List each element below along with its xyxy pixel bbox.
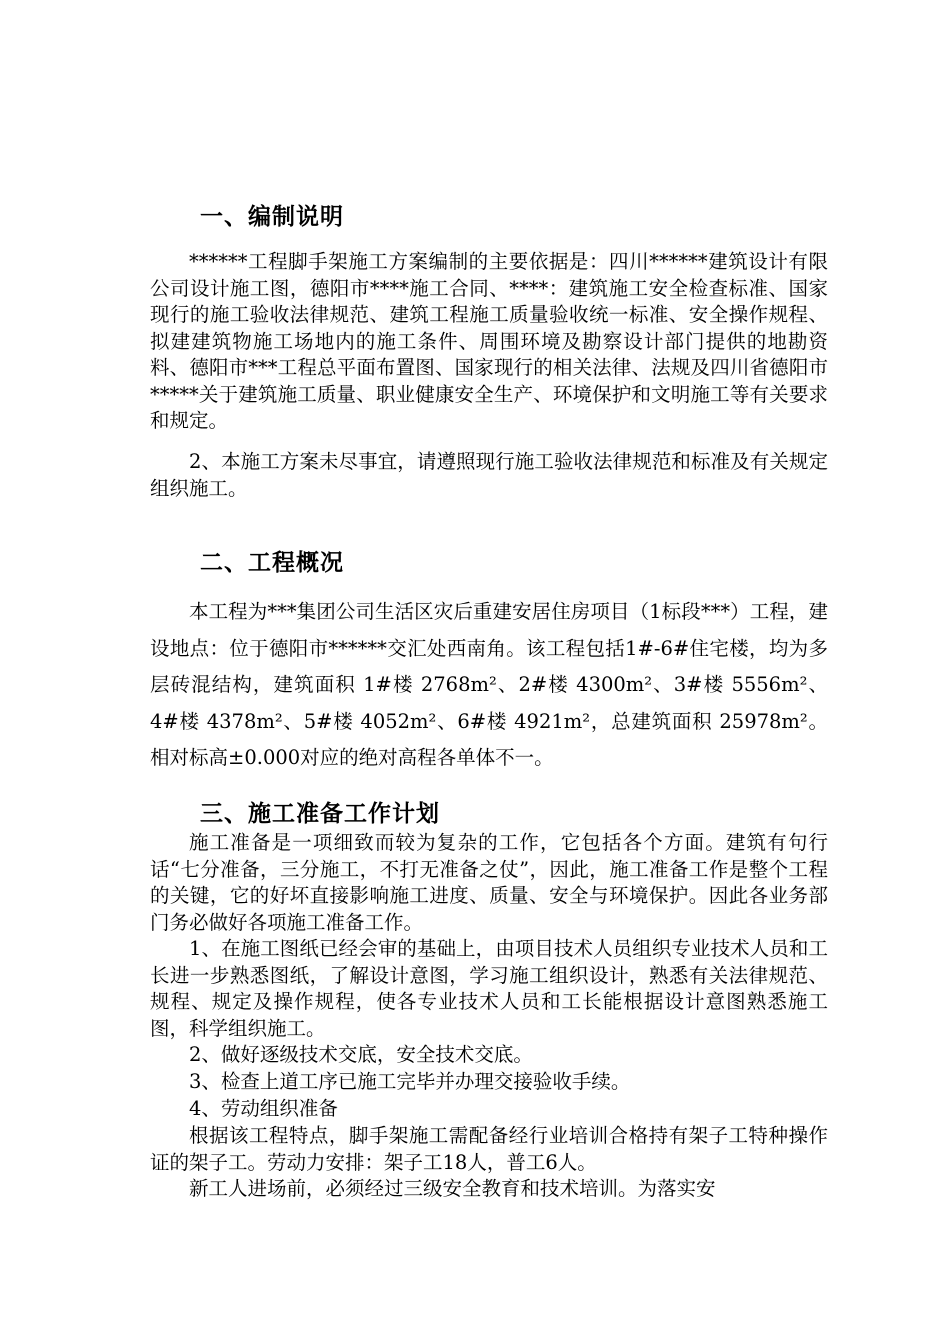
paragraph-3-4: 3、检查上道工序已施工完毕并办理交接验收手续。: [189, 1070, 631, 1093]
paragraph-3-5: 4、劳动组织准备: [189, 1097, 338, 1120]
paragraph-1-1: ******工程脚手架施工方案编制的主要依据是：四川******建筑设计有限公司设计施工图，德阳市****施工合同、****：建筑施工安全检查标准、国家现行的施工验收法律规范、建筑工程施工质量验收统一标准、安全操作规程、拟建建筑物施工场地内的施工条件、周围环境及勘察设计部门提供的地勘资料、德阳市***工程总平面布置图、国家现行的相关法律、法规及四川省德阳市*****关于建筑施工质量、职业健康安全生产、环境保护和文明施工等有关要求和规定。: [150, 250, 828, 432]
paragraph-3-1: 施工准备是一项细致而较为复杂的工作，它包括各个方面。建筑有句行话“七分准备，三分施工，不打无准备之仗”，因此，施工准备工作是整个工程的关键，它的好坏直接影响施工进度、质量、安全与环境保护。因此各业务部门务必做好各项施工准备工作。: [150, 831, 828, 934]
section-heading-3: 三、施工准备工作计划: [200, 801, 440, 827]
section-heading-2: 二、工程概况: [200, 550, 344, 576]
paragraph-3-6: 根据该工程特点，脚手架施工需配备经行业培训合格持有架子工特种操作证的架子工。劳动力安排：架子工18人，普工6人。: [150, 1124, 828, 1174]
paragraph-2-1: 本工程为***集团公司生活区灾后重建安居住房项目（1标段***）工程，建设地点：位于德阳市******交汇处西南角。该工程包括1#-6#住宅楼，均为多层砖混结构，建筑面积 1#楼 2768m²、2#楼 4300m²、3#楼 5556m²、4#楼 4378m²、5#楼 4052m²、6#楼 4921m²，总建筑面积 25978m²。相对标高±0.000对应的绝对高程各单体不一。: [150, 600, 828, 769]
paragraph-3-3: 2、做好逐级技术交底，安全技术交底。: [189, 1043, 533, 1066]
paragraph-1-2: 2、本施工方案未尽事宜，请遵照现行施工验收法律规范和标准及有关规定组织施工。: [150, 450, 828, 500]
paragraph-3-7: 新工人进场前，必须经过三级安全教育和技术培训。为落实安: [189, 1177, 716, 1200]
paragraph-3-2: 1、在施工图纸已经会审的基础上，由项目技术人员组织专业技术人员和工长进一步熟悉图纸，了解设计意图，学习施工组织设计，熟悉有关法律规范、规程、规定及操作规程，使各专业技术人员和工长能根据设计意图熟悉施工图，科学组织施工。: [150, 937, 828, 1040]
section-heading-1: 一、编制说明: [200, 204, 344, 230]
